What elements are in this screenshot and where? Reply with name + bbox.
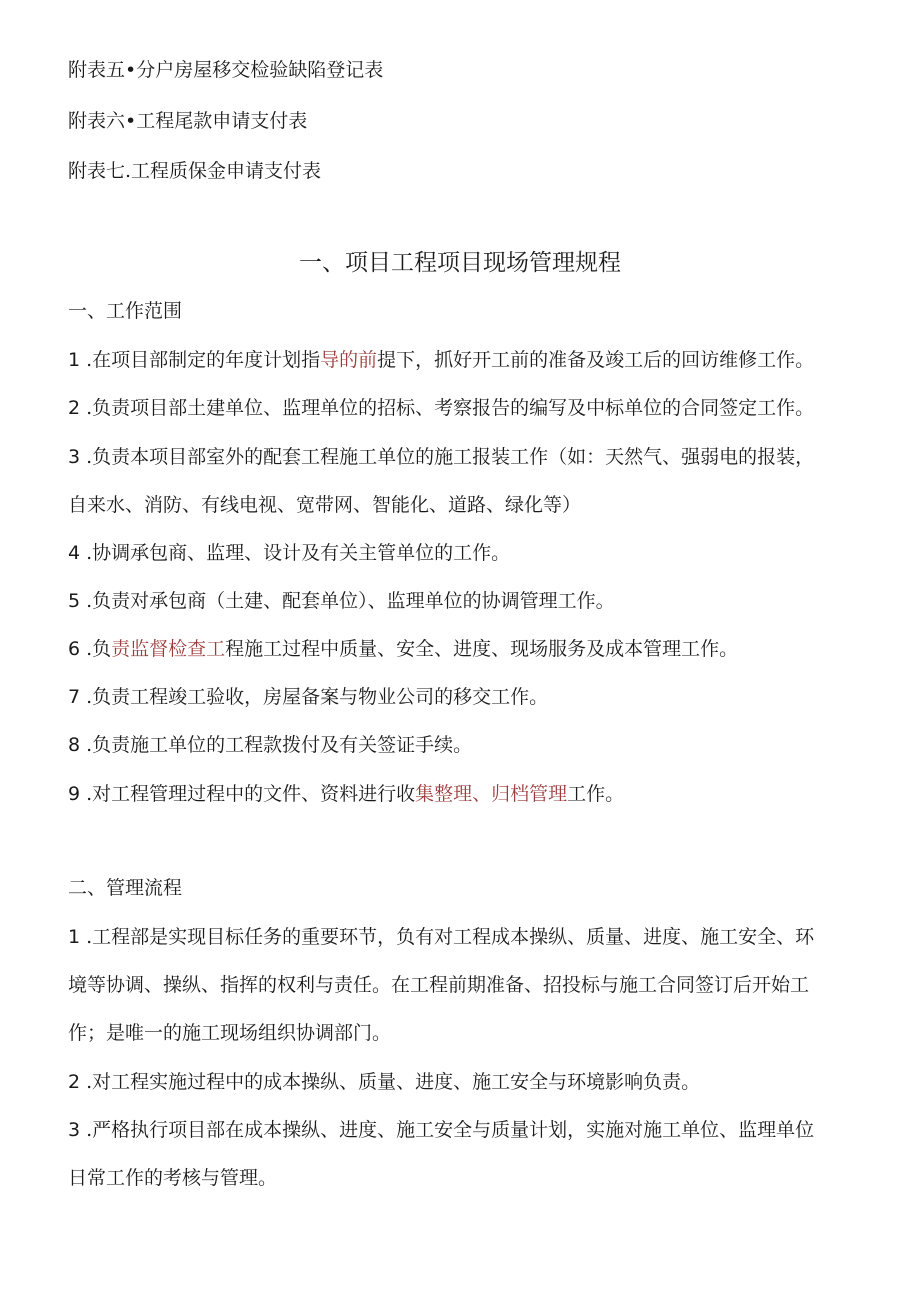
item-text: .负 [86, 638, 112, 660]
item-number: 9 [68, 783, 81, 805]
item-highlight: 导的前 [320, 349, 378, 371]
list-item [68, 637, 738, 661]
item-number: 5 [68, 590, 81, 612]
list-item [68, 589, 615, 613]
item-text: .对工程实施过程中的成本操纵、质量、进度、施工安全与环境影响负责。 [86, 1071, 701, 1093]
list-item-continuation: 境等协调、操纵、指挥的权利与责任。在工程前期准备、招投标与施工合同签订后开始工 [68, 974, 810, 996]
item-text: 程施工过程中质量、安全、进度、现场服务及成本管理工作。 [225, 638, 739, 660]
item-number: 1 [68, 926, 81, 948]
list-item [68, 445, 814, 469]
item-text: 工作。 [567, 783, 625, 805]
item-number: 1 [68, 349, 81, 371]
item-text: .负责项目部土建单位、监理单位的招标、考察报告的编写及中标单位的合同签定工作。 [86, 397, 815, 419]
item-text: .负责工程竣工验收，房屋备案与物业公司的移交工作。 [86, 686, 549, 708]
list-item [68, 1070, 700, 1094]
item-number: 4 [68, 542, 81, 564]
item-text: .严格执行项目部在成本操纵、进度、施工安全与质量计划，实施对施工单位、监理单位 [86, 1119, 815, 1141]
list-item [68, 925, 814, 949]
item-text: .在项目部制定的年度计划指 [86, 349, 321, 371]
item-text: .负责本项目部室外的配套工程施工单位的施工报装工作（如：天然气、强弱电的报装， [86, 446, 815, 468]
item-text: .协调承包商、监理、设计及有关主管单位的工作。 [86, 542, 511, 564]
item-text: .负责施工单位的工程款拨付及有关签证手续。 [86, 734, 473, 756]
item-highlight: 责监督检查工 [111, 638, 226, 660]
chapter-title: 一、项目工程项目现场管理规程 [299, 250, 621, 276]
item-text: .对工程管理过程中的文件、资料进行收 [86, 783, 416, 805]
item-highlight: 集整理、归档管理 [415, 783, 568, 805]
item-text: .负责对承包商（土建、配套单位）、监理单位的协调管理工作。 [86, 590, 615, 612]
list-item [68, 782, 624, 806]
list-item [68, 348, 814, 372]
appendix-item-5: 附表五•分户房屋移交检验缺陷登记表 [68, 59, 384, 81]
list-item-continuation: 自来水、消防、有线电视、宽带网、智能化、道路、绿化等） [68, 494, 582, 516]
list-item [68, 396, 814, 420]
list-item [68, 1118, 814, 1142]
item-number: 3 [68, 446, 81, 468]
section-heading-work-scope: 一、工作范围 [68, 300, 183, 322]
list-item [68, 685, 548, 709]
list-item [68, 733, 472, 757]
appendix-item-7: 附表七.工程质保金申请支付表 [68, 160, 322, 182]
item-number: 7 [68, 686, 81, 708]
list-item [68, 541, 510, 565]
appendix-item-6: 附表六•工程尾款申请支付表 [68, 110, 308, 132]
list-item-continuation: 作；是唯一的施工现场组织协调部门。 [68, 1022, 392, 1044]
item-number: 6 [68, 638, 81, 660]
item-number: 2 [68, 397, 81, 419]
item-number: 2 [68, 1071, 81, 1093]
section-heading-process: 二、管理流程 [68, 877, 183, 899]
list-item-continuation: 日常工作的考核与管理。 [68, 1167, 278, 1189]
item-number: 3 [68, 1119, 81, 1141]
item-text: .工程部是实现目标任务的重要环节，负有对工程成本操纵、质量、进度、施工安全、环 [86, 926, 815, 948]
item-text: 提下，抓好开工前的准备及竣工后的回访维修工作。 [377, 349, 815, 371]
item-number: 8 [68, 734, 81, 756]
